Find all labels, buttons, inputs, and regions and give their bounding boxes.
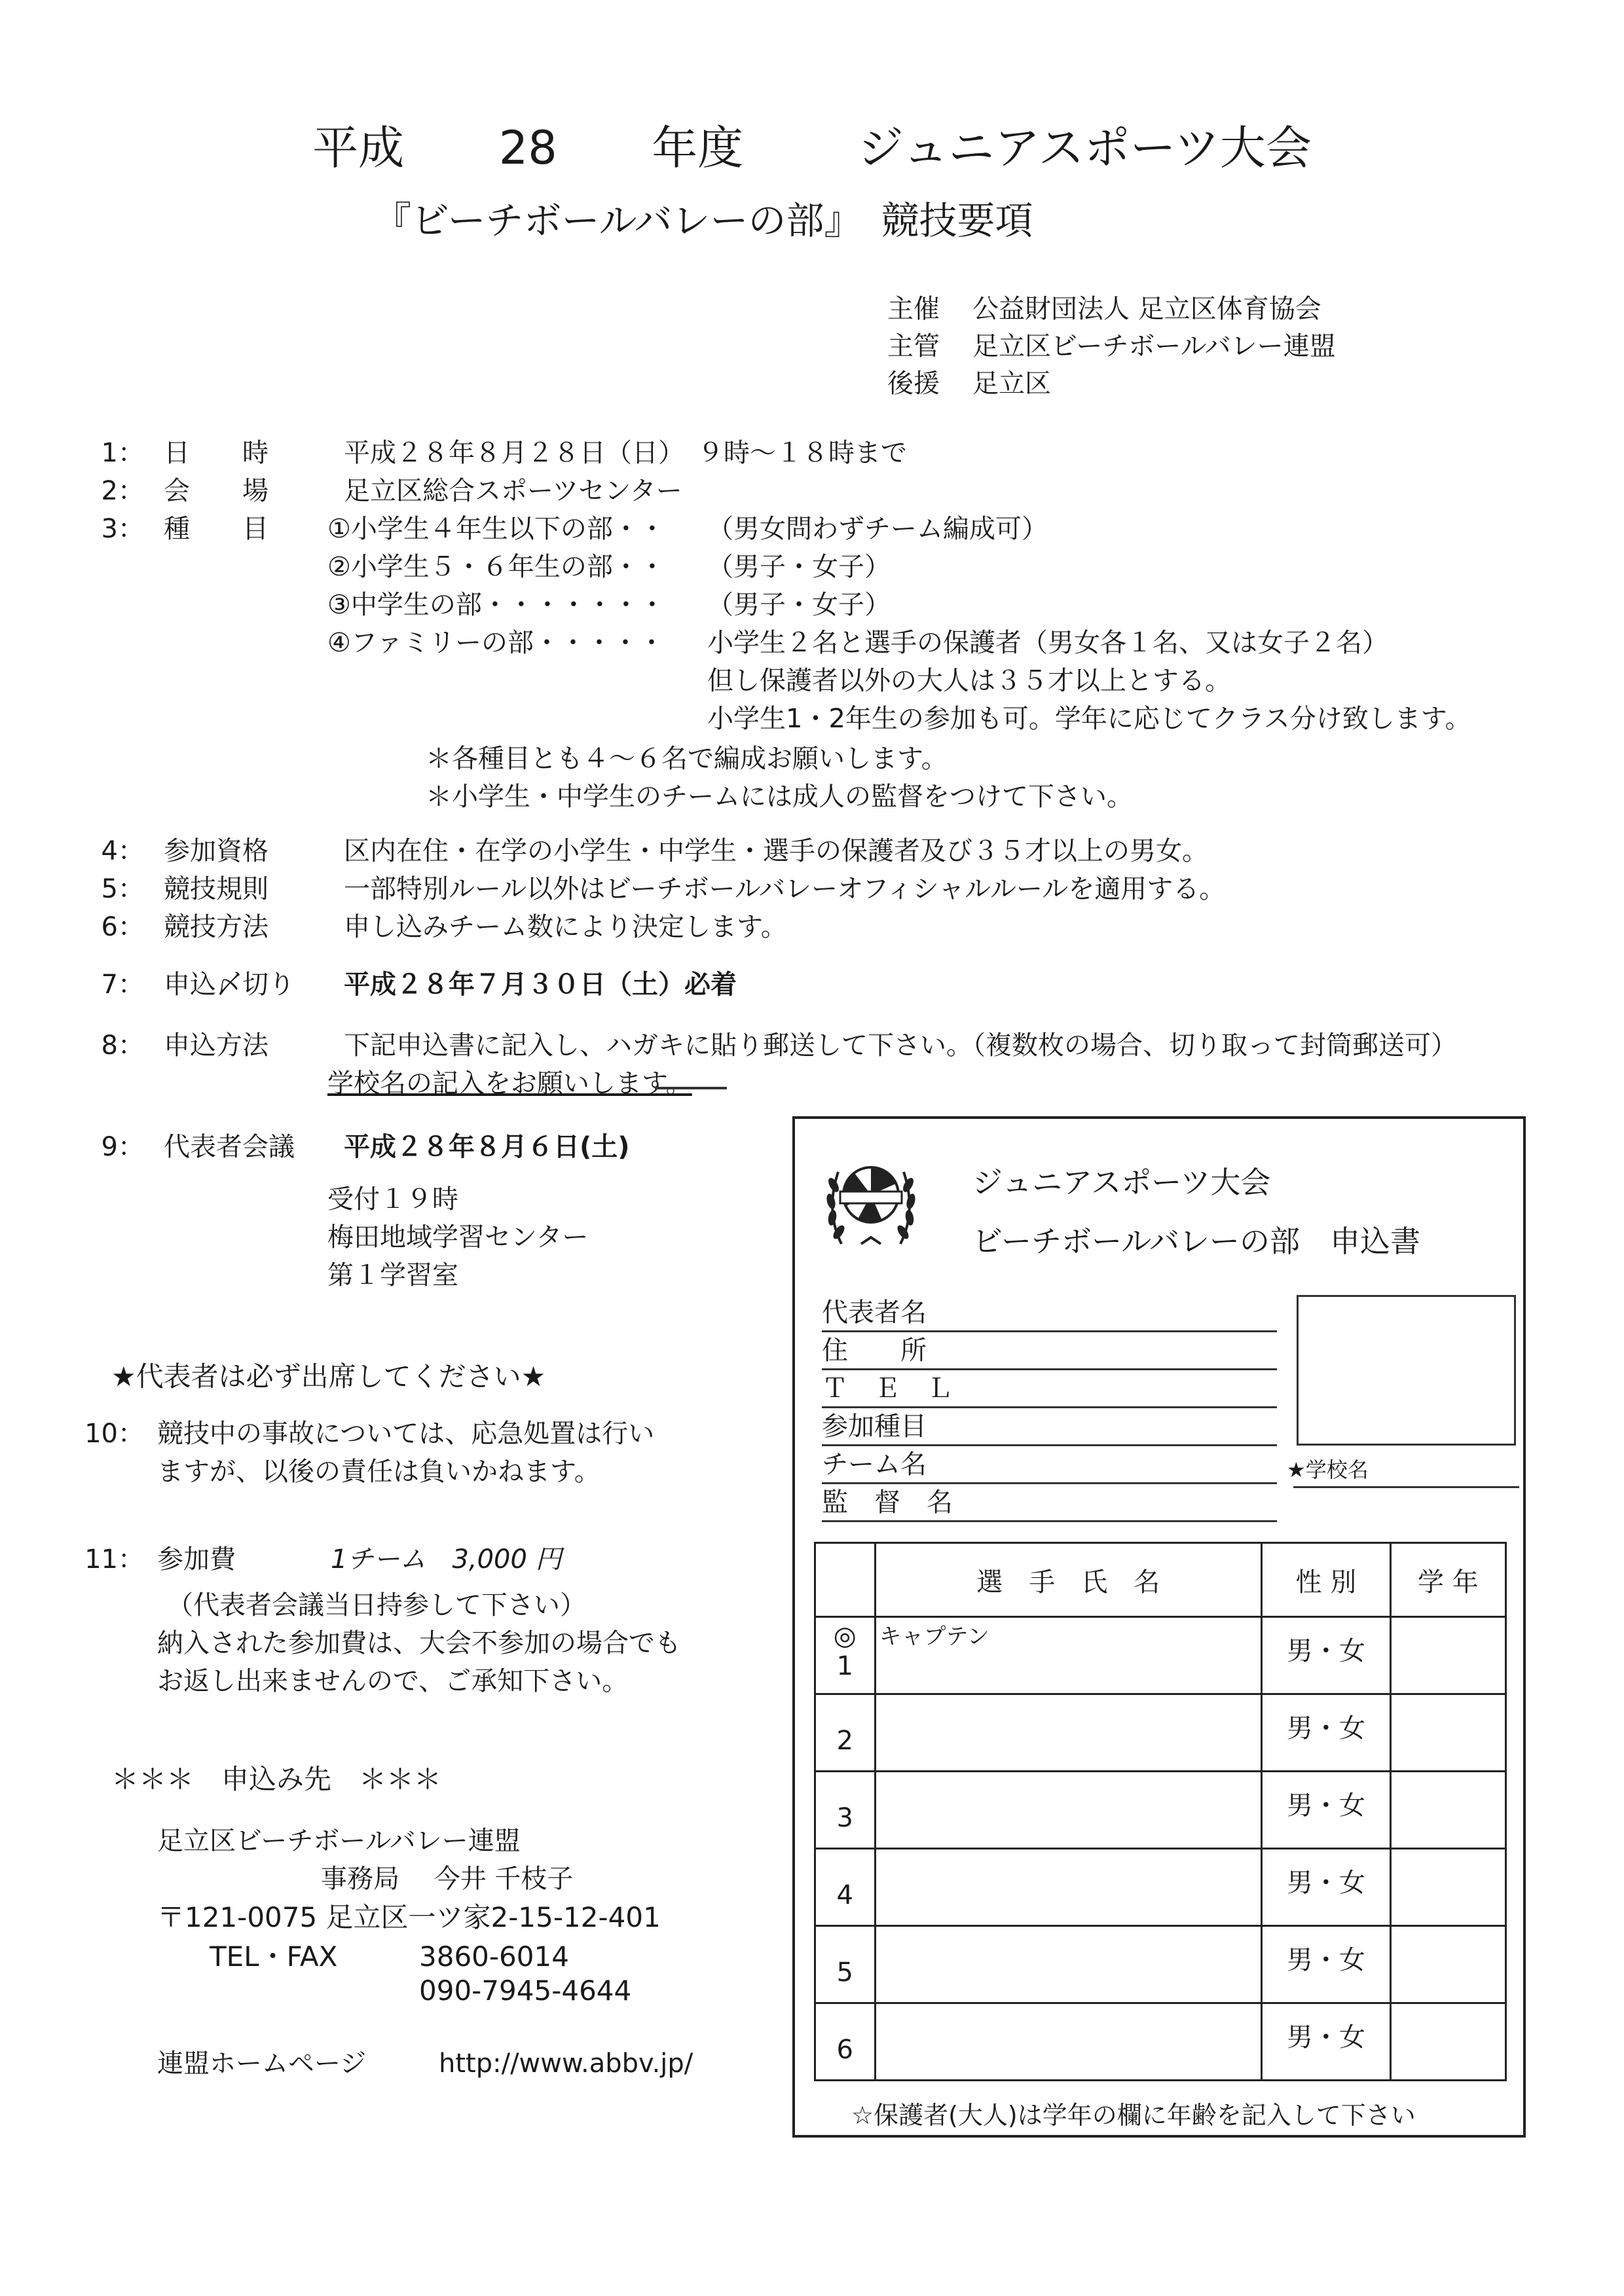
event-line-3: ③中学生の部・・・・・・・ （男子・女子） [327,590,891,620]
item-date: 1： 日 時 平成２８年８月２８日（日） ９時～１８時まで [101,438,907,468]
apply-school-note: 学校名の記入をお願いします。 [327,1068,692,1099]
row-number: 1 [836,1651,853,1681]
fee-line-3: お返し出来ませんので、ご承知下さい。 [157,1666,629,1696]
event-line-4: ④ファミリーの部・・・・・ 小学生２名と選手の保護者（男女各１名、又は女子２名） [327,628,1388,658]
page-title [0,111,1624,177]
organizer-manager: 主管 足立区ビーチボールバレー連盟 [887,331,1336,361]
event-note-1: ＊各種目とも４～６名で編成お願いします。 [426,744,948,774]
table-row [815,1694,1506,1772]
form-title-2: ビーチボールバレーの部 申込書 [972,1224,1421,1259]
field-event[interactable]: 参加種目 [822,1409,1277,1446]
emblem-icon [822,1146,920,1257]
sex-cell[interactable]: 男・女 [1261,1617,1390,1694]
underline-extension [655,1087,727,1089]
item-eligibility: 4： 参加資格 区内在住・在学の小学生・中学生・選手の保護者及び３５才以上の男女。 [101,836,1208,866]
grade-cell[interactable] [1390,1617,1505,1694]
sex-cell[interactable]: 男・女 [1261,1694,1390,1772]
captain-label: キャプテン [879,1624,989,1650]
sex-cell[interactable]: 男・女 [1261,1926,1390,2003]
item-apply: 8： 申込方法 下記申込書に記入し、ハガキに貼り郵送して下さい。（複数枚の場合、切り取って封筒郵送可） [101,1030,1457,1061]
fee-line-1: （代表者会議当日持参して下さい） [167,1590,586,1620]
player-name-cell[interactable] [875,1617,1261,1694]
row-number: 2 [836,1726,853,1756]
event-line-1: ①小学生４年生以下の部・・ （男女問わずチーム編成可） [327,514,1048,544]
field-tel[interactable]: Ｔ Ｅ Ｌ [822,1371,1277,1408]
contact-tel2: 090-7945-4644 [419,1975,632,2007]
header-sex: 性 別 [1261,1543,1390,1617]
meeting-line-1: 受付１９時 [327,1184,458,1214]
contact-homepage: 連盟ホームページ http://www.abbv.jp/ [157,2049,693,2079]
form-title-1: ジュニアスポーツ大会 [972,1165,1271,1200]
item-events: 3： 種 目 [101,514,268,544]
item-meeting: 9： 代表者会議 平成２８年８月６日(土) [101,1132,630,1162]
contact-address: 〒121-0075 足立区一ツ家2-15-12-401 [157,1901,661,1933]
field-address[interactable]: 住 所 [822,1333,1277,1370]
sex-cell[interactable]: 男・女 [1261,1849,1390,1926]
title-nendo: 年度 [652,121,744,175]
contact-org: 足立区ビーチボールバレー連盟 [157,1826,521,1856]
photo-box [1297,1295,1516,1446]
grade-cell[interactable] [1390,1849,1505,1926]
grade-cell[interactable] [1390,2003,1505,2081]
row-number: 4 [836,1880,853,1910]
subtitle: 『ビーチボールバレーの部』 競技要項 [373,198,1033,243]
table-row [815,1617,1506,1694]
organizer-host: 主催 公益財団法人 足立区体育協会 [887,294,1321,324]
field-coach[interactable]: 監 督 名 [822,1485,1277,1522]
table-row [815,2003,1506,2081]
item-deadline: 7： 申込〆切り 平成２８年７月３０日（土）必着 [101,970,737,1000]
player-name-cell[interactable] [875,1849,1261,1926]
captain-mark: ◎ [833,1621,857,1651]
accident-line-2: ますが、以後の責任は負いかねます。 [157,1457,600,1487]
homepage-link[interactable]: http://www.abbv.jp/ [439,2049,693,2079]
sex-cell[interactable]: 男・女 [1261,2003,1390,2081]
item-fee: 11： 参加費 1チーム 3,000 円 [84,1544,562,1575]
event-extra-2: 小学生1・2年生の参加も可。学年に応じてクラス分け致します。 [707,704,1471,734]
title-event: ジュニアスポーツ大会 [857,121,1312,175]
table-row [815,1849,1506,1926]
title-year: 28 [498,121,557,175]
contact-heading: ＊＊＊ 申込み先 ＊＊＊ [111,1763,442,1795]
table-row [815,1926,1506,2003]
organizer-sponsor: 後援 足立区 [887,369,1051,399]
event-extra-1: 但し保護者以外の大人は３５才以上とする。 [707,666,1231,696]
field-representative[interactable]: 代表者名 [822,1295,1277,1332]
item-rules: 5： 競技規則 一部特別ルール以外はビーチボールバレーオフィシャルルールを適用する。 [101,874,1226,904]
item-venue: 2： 会 場 足立区総合スポーツセンター [101,476,682,506]
meeting-line-3: 第１学習室 [327,1260,458,1290]
row-number: 3 [836,1803,853,1833]
meeting-line-2: 梅田地域学習センター [327,1222,589,1252]
must-attend-note: ★代表者は必ず出席してください★ [111,1360,546,1393]
contact-office: 事務局 今井 千枝子 [321,1864,574,1894]
title-era: 平成 [312,121,405,175]
school-label: ★学校名 [1287,1457,1369,1482]
item-accident: 10： 競技中の事故については、応急処置は行い [84,1419,655,1449]
table-row [815,1772,1506,1849]
item-method: 6： 競技方法 申し込みチーム数により決定します。 [101,912,787,942]
grade-cell[interactable] [1390,1926,1505,2003]
players-table [814,1542,1507,2081]
guardian-note: ☆保護者(大人)は学年の欄に年齢を記入して下さい [851,2101,1416,2130]
header-name: 選 手 氏 名 [875,1543,1261,1617]
field-team-name[interactable]: チーム名 [822,1447,1277,1484]
row-number: 5 [836,1958,853,1988]
header-grade: 学 年 [1390,1543,1505,1617]
grade-cell[interactable] [1390,1694,1505,1772]
row-number: 6 [836,2035,853,2065]
school-input[interactable] [1293,1486,1519,1488]
sex-cell[interactable]: 男・女 [1261,1772,1390,1849]
header-number [815,1543,876,1617]
grade-cell[interactable] [1390,1772,1505,1849]
event-line-2: ②小学生５・６年生の部・・ （男子・女子） [327,552,891,582]
player-name-cell[interactable] [875,1926,1261,2003]
player-name-cell[interactable] [875,1694,1261,1772]
table-header-row [815,1543,1506,1617]
contact-tel: TEL・FAX 3860-6014 [210,1941,569,1973]
event-note-2: ＊小学生・中学生のチームには成人の監督をつけて下さい。 [426,782,1133,812]
player-name-cell[interactable] [875,2003,1261,2081]
player-name-cell[interactable] [875,1772,1261,1849]
fee-line-2: 納入された参加費は、大会不参加の場合でも [157,1628,681,1658]
